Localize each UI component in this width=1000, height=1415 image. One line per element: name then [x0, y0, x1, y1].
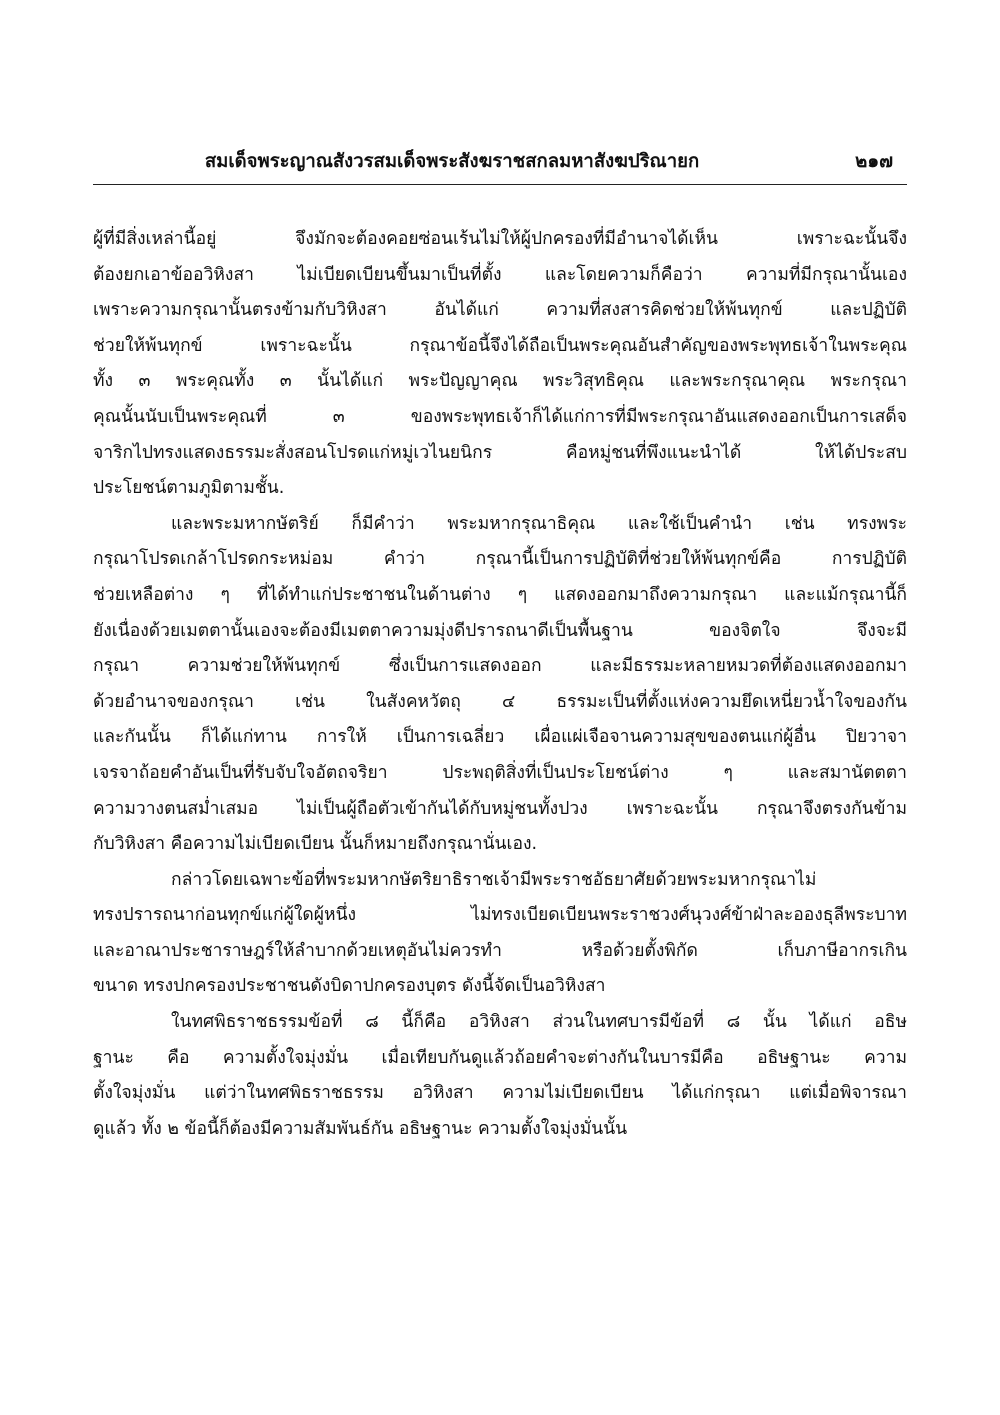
text-line: ด้วยอำนาจของกรุณา เช่น ในสังคหวัตถุ ๔ ธรรมะเป็นที่ตั้งแห่งความยึดเหนี่ยวน้ำใจของกัน [93, 691, 907, 712]
text-line: กรุณา ความช่วยให้พ้นทุกข์ ซึ่งเป็นการแสดงออก และมีธรรมะหลายหมวดที่ต้องแสดงออกมา [93, 656, 907, 677]
text-line: ช่วยเหลือต่าง ๆ ที่ได้ทำแก่ประชาชนในด้านต่าง ๆ แสดงออกมาถึงความกรุณา และแม้กรุณานี้ก็ [93, 584, 907, 605]
running-header [93, 146, 907, 185]
text-line: เจรจาถ้อยคำอันเป็นที่รับจับใจอัตถจริยา ประพฤติสิ่งที่เป็นประโยชน์ต่าง ๆ และสมานัตตตา [93, 762, 907, 783]
text-line: จาริกไปทรงแสดงธรรมะสั่งสอนโปรดแก่หมู่เวไนยนิกร คือหมู่ชนที่พึงแนะนำได้ ให้ได้ประสบ [93, 442, 907, 463]
text-line: คุณนั้นนับเป็นพระคุณที่ ๓ ของพระพุทธเจ้าก็ได้แก่การที่มีพระกรุณาอันแสดงออกเป็นการเสด็จ [93, 406, 907, 427]
text-line: ในทศพิธราชธรรมข้อที่ ๘ นี้ก็คือ อวิหิงสา ส่วนในทศบารมีข้อที่ ๘ นั้น ได้แก่ อธิษ [171, 1012, 907, 1033]
text-line: และอาณาประชาราษฎร์ให้ลำบากด้วยเหตุอันไม่ควรทำ หรือด้วยตั้งพิกัด เก็บภาษีอากรเกิน [93, 940, 907, 961]
text-line: ดูแล้ว ทั้ง ๒ ข้อนี้ก็ต้องมีความสัมพันธ์กัน อธิษฐานะ ความตั้งใจมุ่งมั่นนั้น [93, 1118, 628, 1139]
text-line: ต้องยกเอาข้ออวิหิงสา ไม่เบียดเบียนขึ้นมาเป็นที่ตั้ง และโดยความก็คือว่า ความที่มีกรุณานั้นเอง [93, 264, 907, 285]
text-line: ทรงปรารถนาก่อนทุกข์แก่ผู้ใดผู้หนึ่ง ไม่ทรงเบียดเบียนพระราชวงศ์นุวงศ์ข้าฝ่าละอองธุลีพระบาท [93, 905, 907, 926]
text-line: และกันนั้น ก็ได้แก่ทาน การให้ เป็นการเฉลี่ยว เผื่อแผ่เจือจานความสุขของตนแก่ผู้อื่น ปิยวาจา [93, 727, 907, 748]
page-number: ๒๑๗ [855, 151, 893, 172]
text-line: ยังเนื่องด้วยเมตตานั้นเองจะต้องมีเมตตาความมุ่งดีปรารถนาดีเป็นพื้นฐาน ของจิตใจ จึงจะมี [93, 620, 907, 641]
text-line: ทั้ง ๓ พระคุณทั้ง ๓ นั้นได้แก่ พระปัญญาคุณ พระวิสุทธิคุณ และพระกรุณาคุณ พระกรุณา [93, 371, 907, 392]
text-line: ประโยชน์ตามภูมิตามชั้น. [93, 478, 285, 499]
text-line: ตั้งใจมุ่งมั่น แต่ว่าในทศพิธราชธรรม อวิหิงสา ความไม่เบียดเบียน ได้แก่กรุณา แต่เมื่อพิจารณา [93, 1083, 907, 1104]
text-line: ฐานะ คือ ความตั้งใจมุ่งมั่น เมื่อเทียบกันดูแล้วถ้อยคำจะต่างกันในบารมีคือ อธิษฐานะ ความ [93, 1047, 907, 1068]
text-line: ความวางตนสม่ำเสมอ ไม่เป็นผู้ถือตัวเข้ากันได้กับหมู่ชนทั้งปวง เพราะฉะนั้น กรุณาจึงตรงกันข้าม [93, 798, 907, 819]
text-line: เพราะความกรุณานั้นตรงข้ามกับวิหิงสา อันได้แก่ ความที่สงสารคิดช่วยให้พ้นทุกข์ และปฏิบัติ [93, 300, 907, 321]
body-text [93, 222, 907, 1147]
text-line: ช่วยให้พ้นทุกข์ เพราะฉะนั้น กรุณาข้อนี้จึงได้ถือเป็นพระคุณอันสำคัญของพระพุทธเจ้าในพระคุณ [93, 335, 907, 356]
text-line: กับวิหิงสา คือความไม่เบียดเบียน นั้นก็หมายถึงกรุณานั่นเอง. [93, 834, 538, 855]
text-line: กล่าวโดยเฉพาะข้อที่พระมหากษัตริยาธิราชเจ้ามีพระราชอัธยาศัยด้วยพระมหากรุณาไม่ [171, 869, 817, 890]
text-line: และพระมหากษัตริย์ ก็มีคำว่า พระมหากรุณาธิคุณ และใช้เป็นคำนำ เช่น ทรงพระ [171, 513, 907, 534]
text-line: ผู้ที่มีสิ่งเหล่านี้อยู่ จึงมักจะต้องคอยซ่อนเร้นไม่ให้ผู้ปกครองที่มีอำนาจได้เห็น เพราะฉะนั้นจึง [93, 229, 907, 249]
text-line: ขนาด ทรงปกครองประชาชนดังบิดาปกครองบุตร ดังนี้จัดเป็นอวิหิงสา [93, 976, 606, 997]
header-title: สมเด็จพระญาณสังวรสมเด็จพระสังฆราชสกลมหาสังฆปริณายก [204, 151, 700, 172]
text-line: กรุณาโปรดเกล้าโปรดกระหม่อม คำว่า กรุณานี้เป็นการปฏิบัติที่ช่วยให้พ้นทุกข์คือ การปฏิบัติ [93, 549, 907, 570]
